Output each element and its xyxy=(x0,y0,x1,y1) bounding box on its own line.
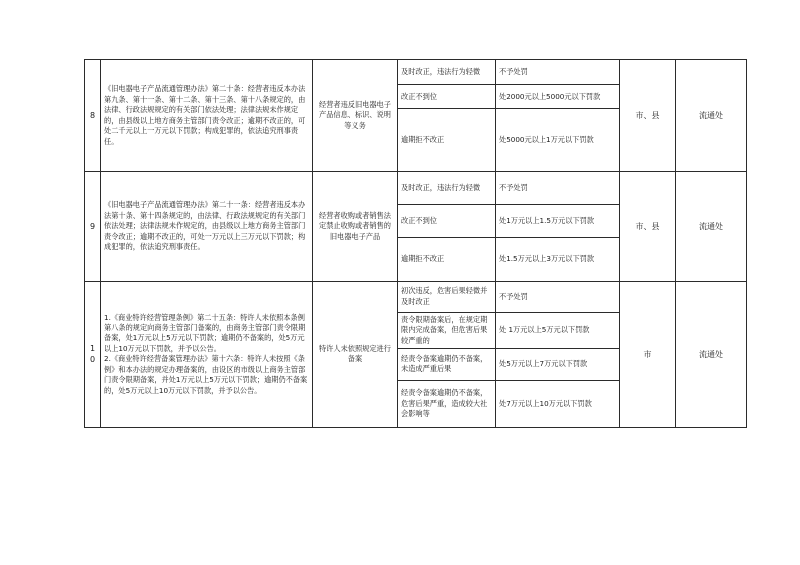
responsible-department: 流通处 xyxy=(676,60,747,172)
enforcement-level: 市、县 xyxy=(620,60,676,172)
circumstance: 逾期拒不改正 xyxy=(398,237,496,281)
legal-basis: 《旧电器电子产品流通管理办法》第二十条：经营者违反本办法第九条、第十一条、第十二条、第十三条、第十八条规定的，由法律、行政法规规定的有关部门依法处理；法律法规未作规定的，由县级以上地方商务主管部门责令改正；逾期不改正的，可处二千元以上一万元以下罚款；构成犯罪的，依法追究刑事责任。 xyxy=(101,60,313,172)
circumstance: 改正不到位 xyxy=(398,85,496,109)
legal-basis: 《旧电器电子产品流通管理办法》第二十一条：经营者违反本办法第十条、第十四条规定的，由法律、行政法规规定的有关部门依法处理；法律法规未作规定的，由县级以上地方商务主管部门责令改正；逾期不改正的，可处一万元以上三万元以下罚款；构成犯罪的，依法追究刑事责任。 xyxy=(101,172,313,281)
circumstance: 及时改正，违法行为轻微 xyxy=(398,60,496,85)
table-row xyxy=(85,172,747,205)
circumstance: 逾期拒不改正 xyxy=(398,109,496,172)
enforcement-level: 市、县 xyxy=(620,172,676,281)
penalty: 处1.5万元以上3万元以下罚款 xyxy=(496,237,620,281)
enforcement-level: 市 xyxy=(620,281,676,427)
circumstance: 经责令备案逾期仍不备案，未造成严重后果 xyxy=(398,349,496,381)
violation-act: 特许人未依照规定进行备案 xyxy=(313,281,398,427)
violation-act: 经营者违反旧电器电子产品信息、标识、说明等义务 xyxy=(313,60,398,172)
responsible-department: 流通处 xyxy=(676,281,747,427)
legal-basis-part: 2.《商业特许经营备案管理办法》第十六条：特许人未按照《条例》和本办法的规定办理备案的，由设区的市级以上商务主管部门责令限期备案，并处1万元以上5万元以下罚款；逾期仍不备案的，处5万元以上10万元以下罚款，并予以公告。 xyxy=(104,354,308,395)
penalty: 处5000元以上1万元以下罚款 xyxy=(496,109,620,172)
row-number: 8 xyxy=(85,60,101,172)
table-row xyxy=(85,60,747,85)
penalty: 处1万元以上1.5万元以下罚款 xyxy=(496,204,620,237)
penalty: 不予处罚 xyxy=(496,60,620,85)
circumstance: 经责令备案逾期仍不备案，危害后果严重，造成较大社会影响等 xyxy=(398,380,496,427)
circumstance: 改正不到位 xyxy=(398,204,496,237)
penalty-standards-table xyxy=(84,59,747,428)
penalty: 处2000元以上5000元以下罚款 xyxy=(496,85,620,109)
violation-act: 经营者收购或者销售法定禁止收购或者销售的旧电器电子产品 xyxy=(313,172,398,281)
circumstance: 及时改正，违法行为轻微 xyxy=(398,172,496,205)
penalty: 处5万元以上7万元以下罚款 xyxy=(496,349,620,381)
legal-basis xyxy=(101,281,313,427)
circumstance: 责令限期备案后，在规定期限内完成备案，但危害后果较严重的 xyxy=(398,313,496,349)
penalty: 处7万元以上10万元以下罚款 xyxy=(496,380,620,427)
penalty: 不予处罚 xyxy=(496,281,620,313)
circumstance: 初次违反，危害后果轻微并及时改正 xyxy=(398,281,496,313)
table-row xyxy=(85,281,747,313)
row-number: 9 xyxy=(85,172,101,281)
row-number: 10 xyxy=(85,281,101,427)
penalty: 不予处罚 xyxy=(496,172,620,205)
penalty: 处 1万元以上5万元以下罚款 xyxy=(496,313,620,349)
legal-basis-part: 1.《商业特许经营管理条例》第二十五条：特许人未依照本条例第八条的规定向商务主管部门备案的，由商务主管部门责令限期备案，处1万元以上5万元以下罚款；逾期仍不备案的，处5万元以上10万元以下罚款，并予以公告。 xyxy=(104,312,306,353)
responsible-department: 流通处 xyxy=(676,172,747,281)
